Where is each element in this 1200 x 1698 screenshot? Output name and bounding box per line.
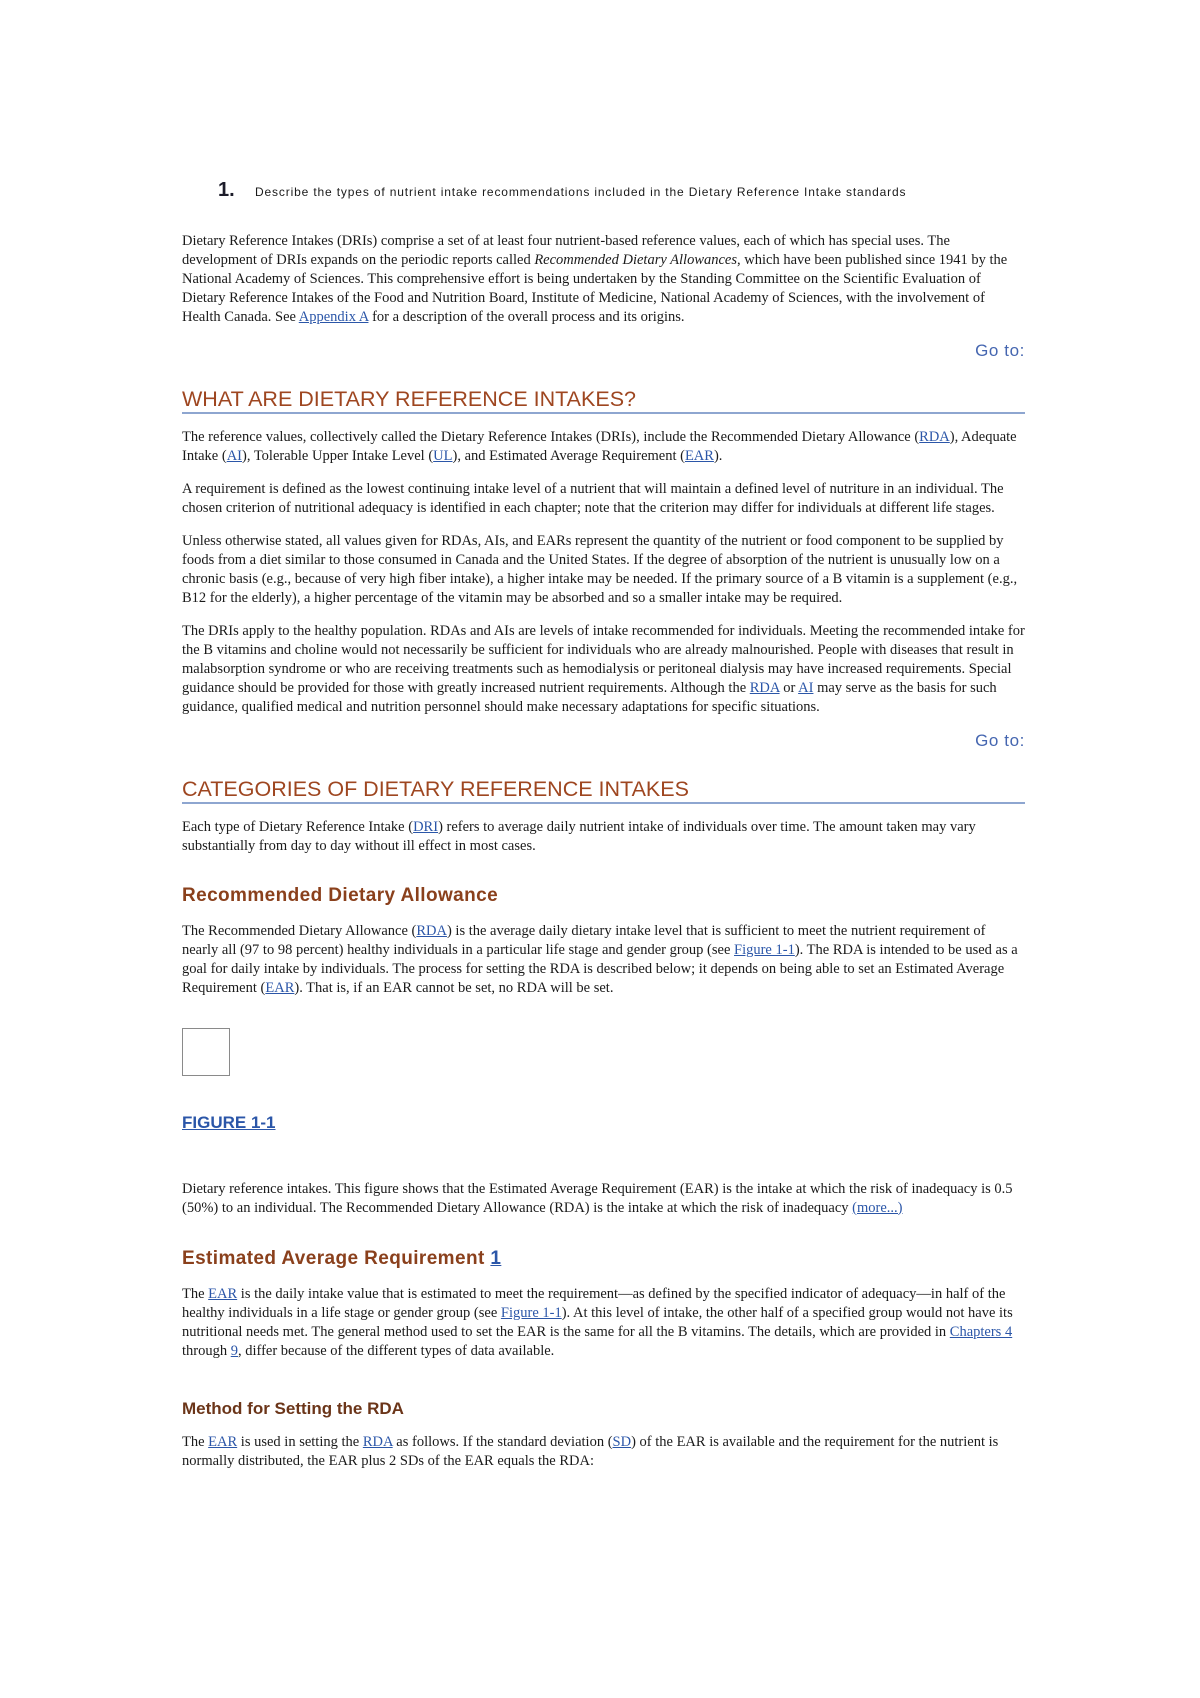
link-ear[interactable]: EAR xyxy=(265,979,295,996)
paragraph-text: The reference values, collectively called the Dietary Reference Intakes (DRIs), include the Recommended Dietary Allowance ( xyxy=(182,429,920,445)
footnote-link[interactable]: 1 xyxy=(490,1248,502,1269)
paragraph-text: as follows. If the standard deviation ( xyxy=(392,1433,613,1450)
section-heading-what-are-dris: WHAT ARE DIETARY REFERENCE INTAKES? xyxy=(182,386,1025,414)
link-figure-1-1[interactable]: Figure 1-1 xyxy=(500,1304,562,1321)
paragraph-healthy-population xyxy=(182,622,1025,717)
link-rda[interactable]: RDA xyxy=(749,680,780,696)
paragraph-unless-otherwise-stated xyxy=(182,532,1025,608)
paragraph-rda xyxy=(182,922,1025,998)
paragraph-text: The Recommended Dietary Allowance ( xyxy=(182,922,417,939)
figure-thumbnail[interactable] xyxy=(182,1028,230,1076)
paragraph-text: ). The RDA is intended to be used as a goal for daily intake by individuals. The process for setting the RDA is described below; it depends on being able to set an Estimated Average Requirement ( xyxy=(182,941,1018,996)
subsection-heading-ear xyxy=(182,1248,1025,1270)
paragraph-text: The xyxy=(182,1285,209,1302)
paragraph-text: Dietary Reference Intakes (DRIs) comprise a set of at least four nutrient-based reference values, each of which has special uses. The development of DRIs expands on the periodic reports called xyxy=(182,233,950,268)
link-9[interactable]: 9 xyxy=(230,1342,238,1359)
paragraph-text: ) refers to average daily nutrient intake of individuals over time. The amount taken may vary substantially from day to day without ill effect in most cases. xyxy=(182,819,976,854)
subsection-heading-rda: Recommended Dietary Allowance xyxy=(182,885,499,906)
figure-1-1-link[interactable]: FIGURE 1-1 xyxy=(182,1113,276,1132)
italic-title: Recommended Dietary Allowances xyxy=(534,252,738,268)
paragraph-text: is used in setting the xyxy=(237,1433,363,1450)
paragraph-text: ) of the EAR is available and the requirement for the nutrient is normally distributed, the EAR plus 2 SDs of the EAR equals the RDA: xyxy=(182,1433,999,1469)
paragraph-text: , differ because of the different types of data available. xyxy=(237,1342,555,1359)
paragraph-text: ), Tolerable Upper Intake Level ( xyxy=(242,448,434,464)
link-rda[interactable]: RDA xyxy=(416,922,447,939)
paragraph-text: may serve as the basis for such guidance, qualified medical and nutrition personnel should make necessary adaptations for specific situations. xyxy=(182,680,997,715)
paragraph-text: ). That is, if an EAR cannot be set, no RDA will be set. xyxy=(294,979,614,996)
paragraph-text: is the daily intake value that is estimated to meet the requirement—as defined by the specified indicator of adequacy—in half of the healthy individuals in a life stage or gender group (see xyxy=(182,1285,1006,1321)
link-more[interactable]: (more...) xyxy=(852,1199,903,1216)
paragraph-requirement-definition xyxy=(182,480,1025,518)
subsection-heading-method: Method for Setting the RDA xyxy=(182,1399,404,1418)
paragraph-each-type xyxy=(182,818,1025,856)
link-rda[interactable]: RDA xyxy=(362,1433,393,1450)
link-ai[interactable]: AI xyxy=(226,448,242,464)
figure-caption xyxy=(182,1180,1025,1218)
link-dri[interactable]: DRI xyxy=(413,819,439,835)
intro-paragraph xyxy=(182,232,1025,327)
paragraph-text: for a description of the overall process and its origins. xyxy=(368,309,685,325)
paragraph-text: Unless otherwise stated, all values given for RDAs, AIs, and EARs represent the quantity of the nutrient or food component to be supplied by foods from a diet similar to those consumed in Canada and the United States. If the degree of absorption of the nutrient is unusually low on a chronic basis (e.g., because of very high fiber intake), a higher intake may be needed. If the primary source of a B vitamin is a supplement (e.g., B12 for the elderly), a higher percentage of the vitamin may be absorbed and so a smaller intake may be required. xyxy=(182,533,1018,606)
link-sd[interactable]: SD xyxy=(612,1433,632,1450)
link-rda[interactable]: RDA xyxy=(919,429,950,445)
document-body xyxy=(182,232,1025,1485)
link-appendix-a[interactable]: Appendix A xyxy=(298,309,369,325)
paragraph-reference-values xyxy=(182,428,1025,466)
question-text: Describe the types of nutrient intake recommendations included in the Dietary Reference Intake standards xyxy=(255,185,907,199)
paragraph-text: A requirement is defined as the lowest continuing intake level of a nutrient that will maintain a defined level of nutriture in an individual. The chosen criterion of nutritional adequacy is identified in each chapter; note that the criterion may differ for individuals at different life stages. xyxy=(182,481,1004,516)
paragraph-text: Dietary reference intakes. This figure shows that the Estimated Average Requirement (EAR) is the intake at which the risk of inadequacy is 0.5 (50%) to an individual. The Recommended Dietary Allowance (RDA) is the intake at which the risk of inadequacy xyxy=(182,1180,1013,1216)
paragraph-text: or xyxy=(779,680,799,696)
paragraph-text: Each type of Dietary Reference Intake ( xyxy=(182,819,414,835)
link-figure-1-1[interactable]: Figure 1-1 xyxy=(734,941,795,958)
paragraph-text: ), and Estimated Average Requirement ( xyxy=(452,448,685,464)
paragraph-text: The DRIs apply to the healthy population. RDAs and AIs are levels of intake recommended for individuals. Meeting the recommended intake for the B vitamins and choline would not necessarily be sufficient for individuals who are already malnourished. People with diseases that result in malabsorption syndrome or who are receiving treatments such as hemodialysis or peritoneal dialysis may have increased requirements. Special guidance should be provided for those with greatly increased nutrient requirements. Although the xyxy=(182,623,1025,696)
paragraph-text: ) is the average daily dietary intake level that is sufficient to meet the nutrient requirement of nearly all (97 to 98 percent) healthy individuals in a particular life stage and gender group (see xyxy=(182,922,986,958)
subsection-heading-ear-text: Estimated Average Requirement xyxy=(182,1248,485,1269)
paragraph-ear xyxy=(182,1285,1025,1361)
link-ear[interactable]: EAR xyxy=(208,1285,238,1302)
paragraph-text: ), Adequate Intake ( xyxy=(182,429,1017,464)
paragraph-text: through xyxy=(182,1342,231,1359)
section-heading-categories: CATEGORIES OF DIETARY REFERENCE INTAKES xyxy=(182,776,1025,804)
link-ear[interactable]: EAR xyxy=(208,1433,238,1450)
link-ear[interactable]: EAR xyxy=(684,448,714,464)
paragraph-text: The xyxy=(182,1433,209,1450)
paragraph-text: , which have been published since 1941 by the National Academy of Sciences. This comprehensive effort is being undertaken by the Standing Committee on the Scientific Evaluation of Dietary Reference Intakes of the Food and Nutrition Board, Institute of Medicine, National Academy of Sciences, with the involvement of Health Canada. See xyxy=(182,252,1008,325)
section-categories xyxy=(182,776,1025,1471)
section-what-are-dris xyxy=(182,386,1025,717)
link-ai[interactable]: AI xyxy=(798,680,814,696)
link-chapters-4[interactable]: Chapters 4 xyxy=(949,1323,1013,1340)
paragraph-method xyxy=(182,1433,1025,1471)
goto-link[interactable]: Go to: xyxy=(975,731,1025,750)
question-number: 1. xyxy=(218,179,235,201)
paragraph-text: ). At this level of intake, the other half of a specified group would not have its nutritional needs met. The general method used to set the EAR is the same for all the B vitamins. The details, which are provided in xyxy=(182,1304,1013,1340)
link-ul[interactable]: UL xyxy=(433,448,453,464)
paragraph-text: ). xyxy=(713,448,723,464)
goto-link[interactable]: Go to: xyxy=(975,341,1025,360)
